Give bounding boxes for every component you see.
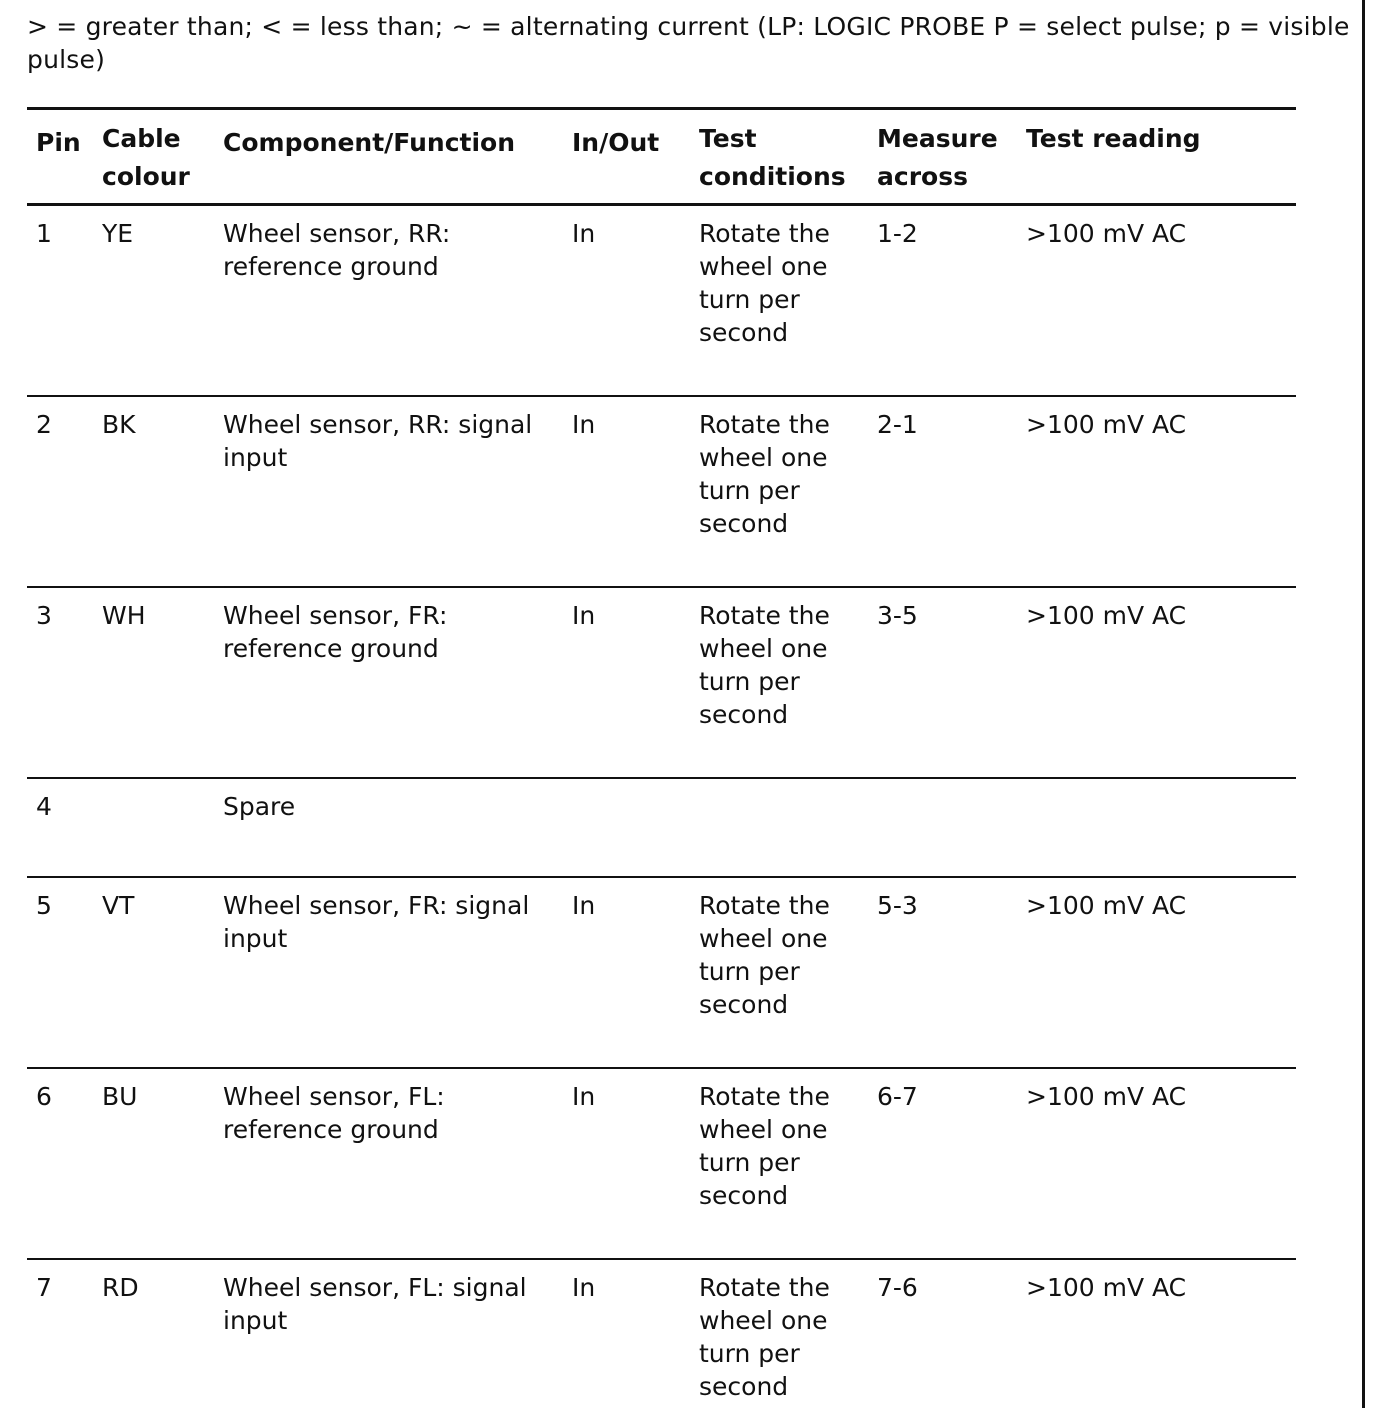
cell-cable-colour: BU [93,1068,214,1259]
cell-component: Spare [214,778,563,877]
cell-pin: 6 [27,1068,93,1259]
legend-text: > = greater than; < = less than; ~ = alternating current (LP: LOGIC PROBE P = select pulse; p = visible pulse) [27,10,1357,76]
cell-component: Wheel sensor, RR: signal input [214,396,563,587]
header-component-function: Component/Function [214,109,563,205]
header-test-reading: Test reading [1017,109,1296,205]
header-row [27,109,1296,205]
cell-component: Wheel sensor, FR: reference ground [214,587,563,778]
cell-cable-colour [93,778,214,877]
cell-pin: 5 [27,877,93,1068]
table-row [27,396,1296,587]
cell-test-reading [1017,778,1296,877]
cell-test-reading: >100 mV AC [1017,1259,1296,1421]
cell-measure-across: 2-1 [868,396,1017,587]
header-cable-colour: Cable colour [93,109,214,205]
table-body [27,205,1296,1421]
header-test-conditions: Test conditions [690,109,868,205]
cell-measure-across: 6-7 [868,1068,1017,1259]
cell-in-out: In [563,877,690,1068]
cell-test-conditions: Rotate the wheel one turn per second [690,1068,868,1259]
cell-component: Wheel sensor, FL: signal input [214,1259,563,1421]
cell-test-reading: >100 mV AC [1017,205,1296,397]
cell-test-reading: >100 mV AC [1017,587,1296,778]
cell-component: Wheel sensor, FL: reference ground [214,1068,563,1259]
cell-test-conditions: Rotate the wheel one turn per second [690,587,868,778]
cell-in-out: In [563,205,690,397]
cell-measure-across: 1-2 [868,205,1017,397]
cell-cable-colour: BK [93,396,214,587]
cell-test-conditions: Rotate the wheel one turn per second [690,1259,868,1421]
cell-measure-across [868,778,1017,877]
cell-pin: 2 [27,396,93,587]
cell-test-reading: >100 mV AC [1017,396,1296,587]
right-border-rule [1362,0,1365,1408]
cell-component: Wheel sensor, RR: reference ground [214,205,563,397]
table-row [27,587,1296,778]
cell-cable-colour: YE [93,205,214,397]
header-pin: Pin [27,109,93,205]
cell-in-out [563,778,690,877]
cell-test-conditions: Rotate the wheel one turn per second [690,205,868,397]
header-measure-across: Measure across [868,109,1017,205]
cell-measure-across: 7-6 [868,1259,1017,1421]
cell-test-reading: >100 mV AC [1017,877,1296,1068]
cell-component: Wheel sensor, FR: signal input [214,877,563,1068]
pin-assignment-table [27,107,1296,1421]
table-row [27,877,1296,1068]
cell-in-out: In [563,1259,690,1421]
cell-pin: 4 [27,778,93,877]
cell-measure-across: 5-3 [868,877,1017,1068]
table-row [27,1068,1296,1259]
cell-pin: 7 [27,1259,93,1421]
cell-in-out: In [563,587,690,778]
table-row [27,1259,1296,1421]
cell-pin: 3 [27,587,93,778]
cell-test-conditions: Rotate the wheel one turn per second [690,396,868,587]
cell-test-reading: >100 mV AC [1017,1068,1296,1259]
table-header [27,109,1296,205]
cell-cable-colour: VT [93,877,214,1068]
cell-measure-across: 3-5 [868,587,1017,778]
table-row [27,778,1296,877]
header-in-out: In/Out [563,109,690,205]
cell-test-conditions [690,778,868,877]
cell-in-out: In [563,1068,690,1259]
cell-cable-colour: WH [93,587,214,778]
cell-in-out: In [563,396,690,587]
cell-pin: 1 [27,205,93,397]
cell-cable-colour: RD [93,1259,214,1421]
cell-test-conditions: Rotate the wheel one turn per second [690,877,868,1068]
table-row [27,205,1296,397]
